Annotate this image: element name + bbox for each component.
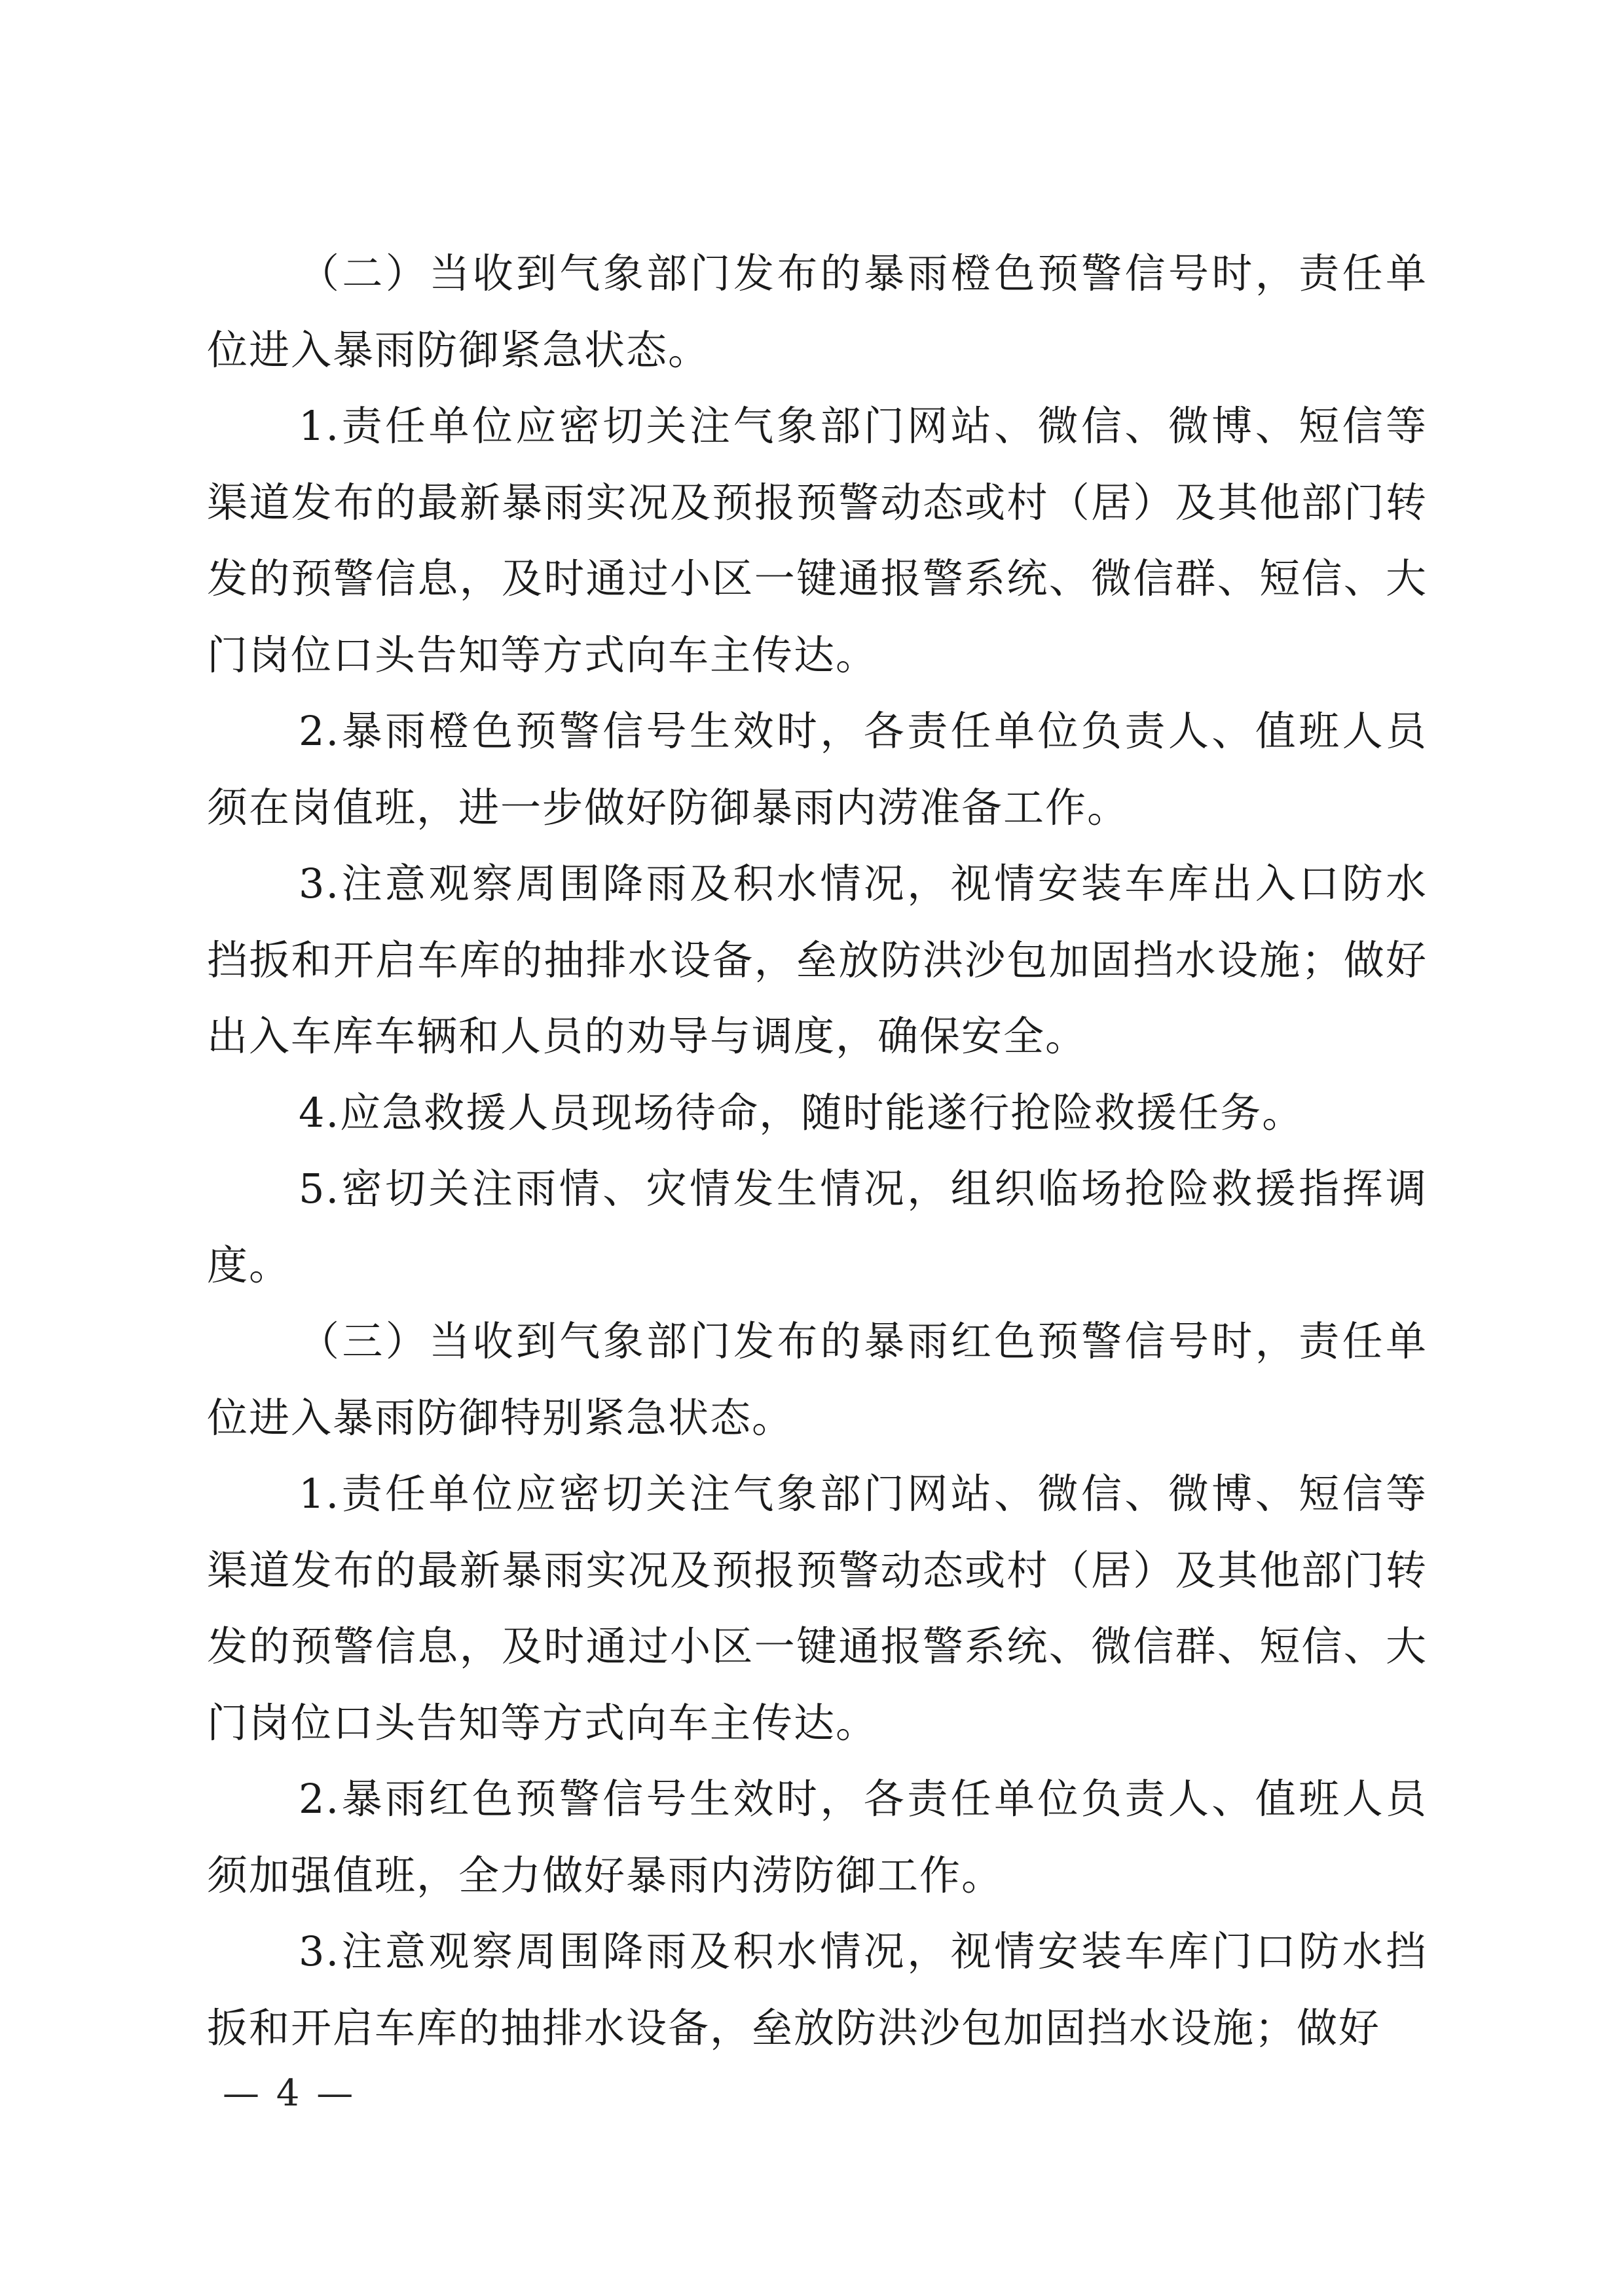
section-heading-red-warning: （三）当收到气象部门发布的暴雨红色预警信号时，责任单位进入暴雨防御特别紧急状态。	[207, 1317, 1428, 1442]
red-item-3: 3.注意观察周围降雨及积水情况，视情安装车库门口防水挡扳和开启车库的抽排水设备，垒放防洪沙包加固挡水设施；做好	[207, 1927, 1428, 2052]
orange-item-5: 5.密切关注雨情、灾情发生情况，组织临场抢险救援指挥调度。	[207, 1165, 1428, 1289]
orange-item-4: 4.应急救援人员现场待命，随时能遂行抢险救援任务。	[299, 1088, 1304, 1137]
red-item-2: 2.暴雨红色预警信号生效时，各责任单位负责人、值班人员须加强值班，全力做好暴雨内涝防御工作。	[207, 1775, 1428, 1899]
page-number: — 4 —	[223, 2072, 356, 2115]
document-body	[207, 236, 1428, 2066]
orange-item-1: 1.责任单位应密切关注气象部门网站、微信、微博、短信等渠道发布的最新暴雨实况及预报预警动态或村（居）及其他部门转发的预警信息，及时通过小区一键通报警系统、微信群、短信、大门岗位口头告知等方式向车主传达。	[207, 402, 1428, 679]
section-heading-orange-warning: （二）当收到气象部门发布的暴雨橙色预警信号时，责任单位进入暴雨防御紧急状态。	[207, 249, 1428, 374]
red-item-1: 1.责任单位应密切关注气象部门网站、微信、微博、短信等渠道发布的最新暴雨实况及预报预警动态或村（居）及其他部门转发的预警信息，及时通过小区一键通报警系统、微信群、短信、大门岗位口头告知等方式向车主传达。	[207, 1470, 1428, 1747]
orange-item-3: 3.注意观察周围降雨及积水情况，视情安装车库出入口防水挡扳和开启车库的抽排水设备，垒放防洪沙包加固挡水设施；做好出入车库车辆和人员的劝导与调度，确保安全。	[207, 860, 1428, 1060]
orange-item-2: 2.暴雨橙色预警信号生效时，各责任单位负责人、值班人员须在岗值班，进一步做好防御暴雨内涝准备工作。	[207, 707, 1428, 831]
